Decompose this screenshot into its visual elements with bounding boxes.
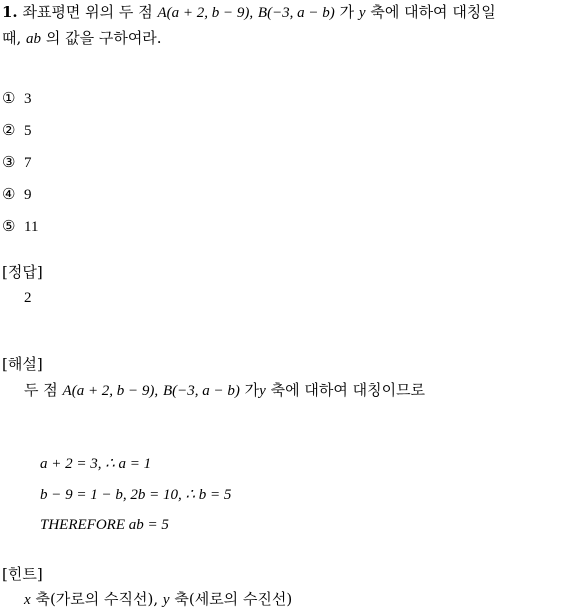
explanation-point-b: B(−3, a − b) [162,383,240,399]
choice-1[interactable] [2,88,32,109]
hint-text [24,589,292,610]
choice-mark: ⑤ [2,217,16,235]
equation-2: b − 9 = 1 − b, 2b = 10, ∴ b = 5 [40,487,232,503]
var-ab: ab [26,31,42,47]
question-text-ga: 가 [339,3,355,21]
choice-mark: ① [2,89,16,107]
choice-value: 11 [24,219,39,235]
choice-mark: ③ [2,153,16,171]
question-line2-end: 의 값을 구하여라. [45,29,162,47]
choice-2[interactable] [2,120,32,141]
explanation-label: [해설] [2,355,43,373]
choice-mark: ④ [2,185,16,203]
choice-5[interactable] [2,216,38,237]
question-text-end: 축에 대하여 대칭일 [370,3,496,21]
explanation-point-a: A(a + 2, b − 9), [62,383,159,399]
hint-label: [힌트] [2,565,43,583]
explanation-intro-end: 축에 대하여 대칭이므로 [270,381,426,399]
choice-value: 3 [24,91,32,107]
question-line-1 [2,2,496,23]
answer-label: [정답] [2,263,43,281]
answer-value: 2 [24,290,32,306]
question-number: 1. [2,3,18,21]
hint-part-2: 축(세로의 수진선) [174,590,293,608]
hint-var-y: y [162,592,170,608]
explanation-intro-ga: 가 [244,381,260,399]
point-a: A(a + 2, b − 9), [157,5,254,21]
choice-value: 7 [24,155,32,171]
equation-3: THEREFORE ab = 5 [40,517,169,533]
explanation-intro [24,380,425,401]
explanation-var-y: y [259,383,266,399]
hint-part-1: 축(가로의 수직선), [35,590,159,608]
equation-1: a + 2 = 3, ∴ a = 1 [40,456,152,472]
choice-value: 5 [24,123,32,139]
choice-3[interactable] [2,152,32,173]
explanation-intro-start: 두 점 [24,381,58,399]
choice-mark: ② [2,121,16,139]
var-y: y [358,5,366,21]
question-text-start: 좌표평면 위의 두 점 [22,3,153,21]
question-line-2 [2,28,162,49]
question-line2-start: 때, [2,29,22,47]
hint-var-x: x [24,592,31,608]
point-b: B(−3, a − b) [257,5,335,21]
choice-4[interactable] [2,184,32,205]
choice-value: 9 [24,187,32,203]
